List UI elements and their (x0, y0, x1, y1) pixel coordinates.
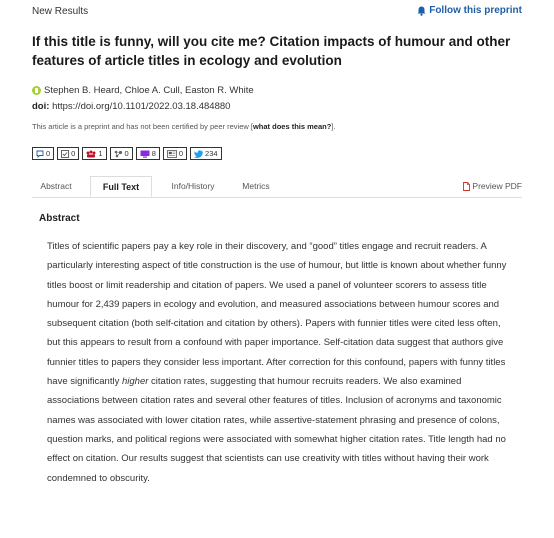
top-bar (32, 6, 522, 20)
network-metric[interactable] (110, 147, 133, 160)
monitor-icon (140, 150, 150, 158)
metrics-bar (32, 147, 225, 160)
checkbox-icon (61, 150, 69, 158)
comments-metric[interactable] (32, 147, 54, 160)
doi-label: doi: (32, 101, 50, 112)
what-does-this-mean-link[interactable]: what does this mean? (252, 122, 332, 131)
twitter-metric[interactable] (190, 147, 222, 160)
abstract-emphasis: higher (121, 376, 149, 388)
tab-full-text[interactable]: Full Text (90, 176, 152, 197)
follow-label: Follow this preprint (429, 5, 522, 16)
abstract-text-part-2: citation rates, suggesting that humour recruits readers. We also examined associations between citation rates and several other features of titles. Inclusion of acronyms and taxonomic names was associated with lower citation rates, while assertive-statement phrasing and presence of colons, question marks, and political regions were associated with somewhat higher citation rates. Title length had no effect on citation. Our results suggest that scientists can use creativity with titles without having their work condemned to obscurity. (47, 376, 506, 484)
abstract-text (47, 237, 512, 488)
authors-text[interactable]: Stephen B. Heard, Chloe A. Cull, Easton R. White (44, 85, 254, 96)
follow-preprint-button[interactable] (417, 5, 522, 16)
doi-link[interactable]: https://doi.org/10.1101/2022.03.18.484880 (52, 101, 231, 112)
reddit-count: 1 (98, 149, 103, 158)
network-icon (114, 150, 123, 158)
twitter-count: 234 (205, 149, 218, 158)
news-metric[interactable] (163, 147, 187, 160)
network-count: 0 (124, 149, 129, 158)
preview-pdf-link[interactable] (463, 176, 522, 197)
comment-icon (36, 150, 44, 158)
notice-end: ]. (331, 122, 336, 131)
doi-line (32, 101, 230, 112)
article-tabs (32, 176, 522, 198)
newspaper-icon (167, 150, 177, 158)
orcid-icon (32, 86, 41, 95)
section-label: New Results (32, 6, 89, 17)
tab-metrics[interactable]: Metrics (242, 181, 270, 191)
reddit-metric[interactable] (82, 147, 106, 160)
peer-review-notice (32, 122, 335, 131)
checklist-count: 0 (71, 149, 76, 158)
abstract-heading: Abstract (39, 213, 80, 224)
monitor-count: 8 (151, 149, 156, 158)
bell-icon (417, 6, 426, 16)
pdf-icon (463, 182, 470, 191)
twitter-icon (194, 150, 203, 158)
preview-pdf-label: Preview PDF (472, 181, 522, 191)
checklist-metric[interactable] (57, 147, 79, 160)
news-count: 0 (178, 149, 184, 158)
reddit-icon (86, 150, 96, 158)
abstract-text-part-1: Titles of scientific papers pay a key role in their discovery, and “good” titles engage and recruit readers. A particularly interesting aspect of title construction is the use of humour, but little is known about whether funny titles boost or limit readership and citation of papers. We used a panel of volunteer scorers to assess title humour for 2,439 papers in ecology and evolution, and measured associations between humour scores and subsequent citation (both self-citation and citation by others). Papers with funnier titles were cited less often, but this appears to result from a confound with paper importance. Self-citation data suggest that authors give funnier titles to papers they consider less important. After correction for this confound, papers with funny titles have significantly (47, 241, 507, 388)
monitor-metric[interactable] (136, 147, 160, 160)
tab-info-history[interactable]: Info/History (171, 181, 215, 191)
author-list (32, 85, 254, 96)
article-title: If this title is funny, will you cite me? Citation impacts of humour and other features of article titles in ecology and evolution (32, 34, 511, 68)
tab-abstract[interactable]: Abstract (40, 181, 72, 191)
notice-text: This article is a preprint and has not been certified by peer review [ (32, 122, 253, 131)
comments-count: 0 (46, 149, 51, 158)
